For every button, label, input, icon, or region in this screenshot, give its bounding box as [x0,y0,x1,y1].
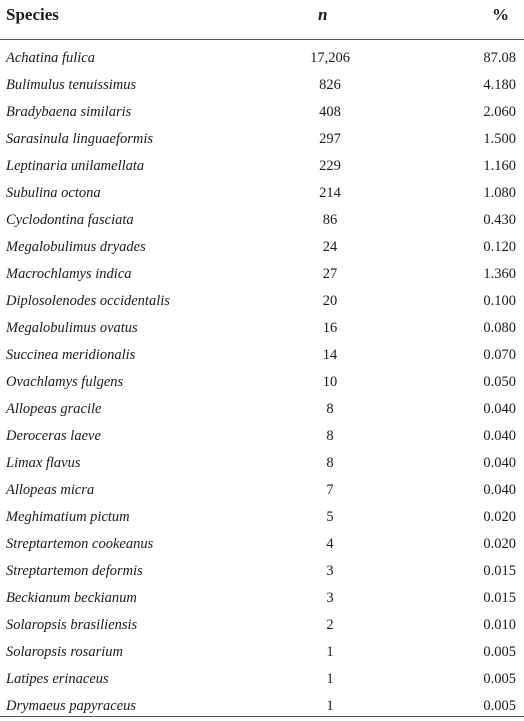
percent-cell: 0.430 [483,212,516,228]
table-row [0,423,524,450]
percent-cell: 0.015 [483,590,516,606]
species-cell: Megalobulimus dryades [6,239,146,255]
percent-cell: 0.040 [483,401,516,417]
species-cell: Sarasinula linguaeformis [6,131,154,147]
table-row [0,612,524,639]
species-cell: Subulina octona [6,185,101,201]
count-cell: 10 [322,374,338,390]
table-row [0,261,524,288]
species-cell: Leptinaria unilamellata [6,158,145,174]
percent-cell: 1.080 [483,185,516,201]
count-cell: 8 [326,401,334,417]
percent-cell: 0.020 [483,536,516,552]
percent-cell: 0.015 [483,563,516,579]
table-header [0,0,524,40]
species-cell: Meghimatium pictum [6,509,130,525]
table-body [0,40,524,720]
table-row [0,396,524,423]
species-cell: Allopeas gracile [6,401,102,417]
species-cell: Diplosolenodes occidentalis [6,293,170,309]
table-bottom-rule [0,716,524,717]
percent-cell: 0.020 [483,509,516,525]
count-cell: 16 [322,320,338,336]
percent-cell: 0.010 [483,617,516,633]
table-row [0,342,524,369]
species-cell: Latipes erinaceus [6,671,109,687]
percent-cell: 0.005 [483,671,516,687]
count-cell: 297 [319,131,341,147]
count-cell: 27 [322,266,338,282]
count-cell: 1 [326,644,334,660]
table-row [0,585,524,612]
percent-cell: 0.100 [483,293,516,309]
count-cell: 14 [322,347,338,363]
percent-cell: 87.08 [483,50,516,66]
count-cell: 826 [319,77,341,93]
species-cell: Cyclodontina fasciata [6,212,134,228]
percent-cell: 0.005 [483,698,516,714]
percent-cell: 0.040 [483,482,516,498]
count-cell: 214 [319,185,341,201]
count-cell: 24 [322,239,338,255]
percent-cell: 1.500 [483,131,516,147]
percent-cell: 1.160 [483,158,516,174]
species-cell: Allopeas micra [6,482,95,498]
count-cell: 229 [319,158,341,174]
count-cell: 3 [326,590,334,606]
count-cell: 8 [326,455,334,471]
count-cell: 7 [326,482,334,498]
count-cell: 20 [322,293,338,309]
percent-cell: 0.005 [483,644,516,660]
table-row [0,504,524,531]
species-cell: Macrochlamys indica [6,266,132,282]
count-cell: 3 [326,563,334,579]
percent-cell: 4.180 [483,77,516,93]
species-cell: Solaropsis brasiliensis [6,617,138,633]
percent-cell: 0.050 [483,374,516,390]
table-row [0,234,524,261]
percent-cell: 0.080 [483,320,516,336]
percent-cell: 0.040 [483,455,516,471]
table-row [0,666,524,693]
table-row [0,315,524,342]
species-cell: Streptartemon deformis [6,563,143,579]
table-row [0,288,524,315]
species-cell: Drymaeus papyraceus [6,698,137,714]
table-row [0,558,524,585]
header-percent: % [492,5,509,24]
species-cell: Bulimulus tenuissimus [6,77,137,93]
header-species: Species [6,5,59,24]
species-cell: Ovachlamys fulgens [6,374,124,390]
table-row [0,477,524,504]
table-row [0,639,524,666]
species-cell: Solaropsis rosarium [6,644,123,660]
header-n: n [318,5,328,24]
count-cell: 8 [326,428,334,444]
table-row [0,126,524,153]
table-row [0,45,524,72]
table-row [0,450,524,477]
count-cell: 1 [326,671,334,687]
table-row [0,369,524,396]
count-cell: 408 [319,104,341,120]
percent-cell: 0.040 [483,428,516,444]
species-cell: Deroceras laeve [6,428,101,444]
percent-cell: 0.070 [483,347,516,363]
count-cell: 4 [326,536,334,552]
count-cell: 17,206 [310,50,350,66]
species-cell: Bradybaena similaris [6,104,132,120]
percent-cell: 1.360 [483,266,516,282]
table-row [0,531,524,558]
count-cell: 5 [326,509,334,525]
percent-cell: 0.120 [483,239,516,255]
count-cell: 2 [326,617,334,633]
species-cell: Succinea meridionalis [6,347,136,363]
species-cell: Beckianum beckianum [6,590,137,606]
table-row [0,72,524,99]
table-row [0,153,524,180]
species-cell: Limax flavus [6,455,81,471]
species-cell: Streptartemon cookeanus [6,536,154,552]
species-cell: Megalobulimus ovatus [6,320,138,336]
table-row [0,180,524,207]
table-row [0,99,524,126]
count-cell: 1 [326,698,334,714]
table-row [0,207,524,234]
count-cell: 86 [322,212,338,228]
percent-cell: 2.060 [483,104,516,120]
species-cell: Achatina fulica [6,50,95,66]
